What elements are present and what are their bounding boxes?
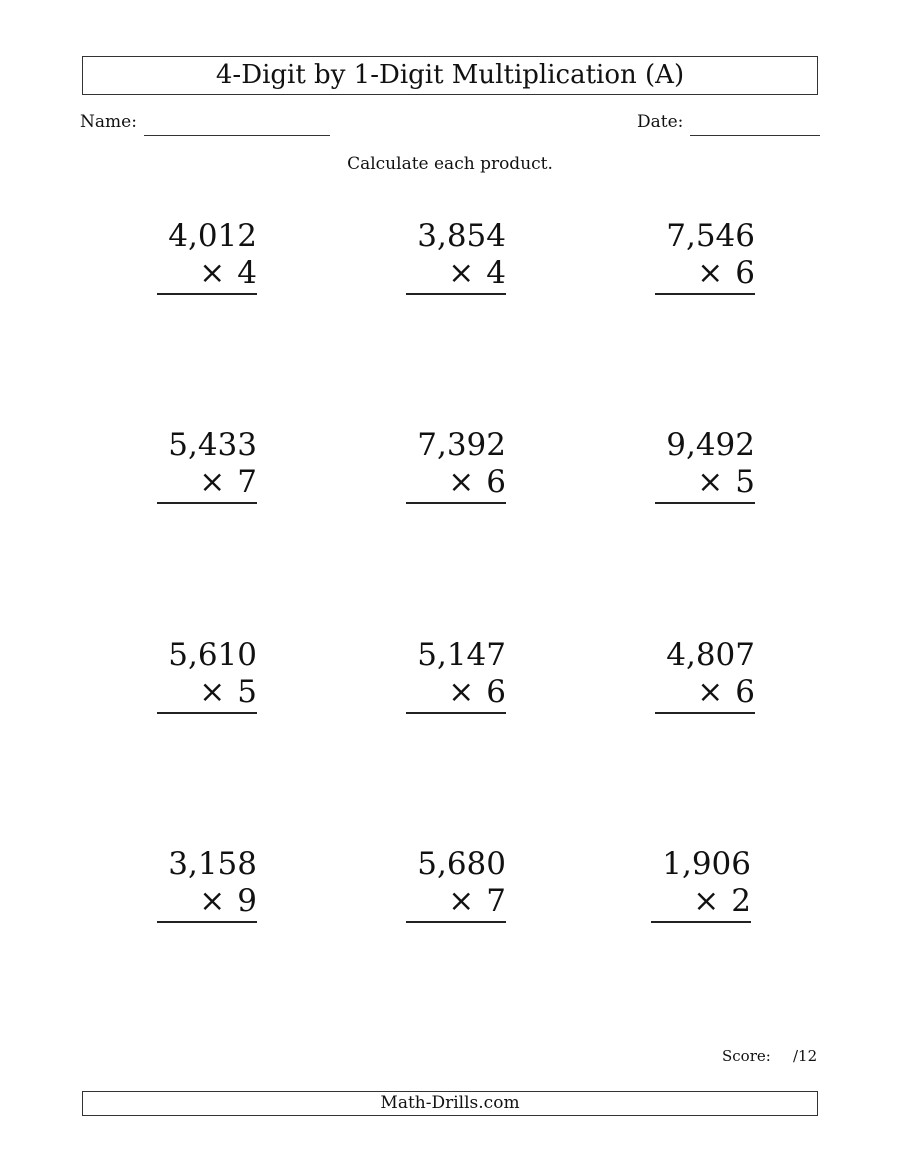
times-sign: × — [693, 883, 720, 919]
multiplier: 5 — [735, 464, 755, 500]
problem-9 — [655, 637, 755, 714]
multiplier: 5 — [237, 674, 257, 710]
times-sign: × — [697, 674, 724, 710]
times-sign: × — [697, 255, 724, 291]
name-label: Name: — [80, 112, 137, 132]
problem-6 — [655, 427, 755, 504]
multiplier-line — [655, 464, 755, 501]
multiplicand: 7,546 — [666, 218, 755, 254]
answer-rule — [157, 293, 257, 295]
multiplicand: 5,433 — [168, 427, 257, 463]
date-label: Date: — [637, 112, 684, 132]
multiplier: 4 — [486, 255, 506, 291]
answer-rule — [406, 502, 506, 504]
multiplicand: 3,158 — [168, 846, 257, 882]
times-sign: × — [199, 674, 226, 710]
times-sign: × — [448, 674, 475, 710]
problem-7 — [157, 637, 257, 714]
name-field-line — [144, 135, 330, 136]
problem-12 — [651, 846, 751, 923]
multiplicand: 4,807 — [666, 637, 755, 673]
multiplier-line — [651, 883, 751, 920]
multiplier: 2 — [731, 883, 751, 919]
problem-1 — [157, 218, 257, 295]
instructions: Calculate each product. — [347, 154, 553, 174]
multiplier: 9 — [237, 883, 257, 919]
multiplier-line — [655, 674, 755, 711]
multiplier-line — [157, 674, 257, 711]
times-sign: × — [199, 464, 226, 500]
score-label: Score: — [722, 1047, 771, 1065]
multiplicand: 7,392 — [417, 427, 506, 463]
times-sign: × — [448, 464, 475, 500]
problem-11 — [406, 846, 506, 923]
problem-8 — [406, 637, 506, 714]
times-sign: × — [448, 883, 475, 919]
multiplier-line — [157, 255, 257, 292]
answer-rule — [406, 712, 506, 714]
times-sign: × — [199, 255, 226, 291]
multiplicand: 4,012 — [168, 218, 257, 254]
answer-rule — [157, 502, 257, 504]
date-field-line — [690, 135, 820, 136]
multiplicand: 9,492 — [666, 427, 755, 463]
multiplicand: 5,610 — [168, 637, 257, 673]
multiplier: 6 — [735, 674, 755, 710]
multiplier-line — [157, 883, 257, 920]
multiplier: 4 — [237, 255, 257, 291]
multiplicand: 3,854 — [417, 218, 506, 254]
multiplier: 6 — [486, 464, 506, 500]
times-sign: × — [199, 883, 226, 919]
multiplier-line — [406, 464, 506, 501]
answer-rule — [157, 921, 257, 923]
answer-rule — [655, 712, 755, 714]
multiplier: 6 — [735, 255, 755, 291]
multiplier: 7 — [237, 464, 257, 500]
answer-rule — [406, 293, 506, 295]
multiplier-line — [406, 255, 506, 292]
times-sign: × — [448, 255, 475, 291]
worksheet-title: 4-Digit by 1-Digit Multiplication (A) — [82, 56, 818, 95]
problem-5 — [406, 427, 506, 504]
answer-rule — [655, 293, 755, 295]
multiplier-line — [406, 674, 506, 711]
answer-rule — [655, 502, 755, 504]
multiplicand: 5,680 — [417, 846, 506, 882]
problem-10 — [157, 846, 257, 923]
multiplier-line — [157, 464, 257, 501]
multiplier: 7 — [486, 883, 506, 919]
score-total: /12 — [793, 1047, 818, 1065]
problem-4 — [157, 427, 257, 504]
times-sign: × — [697, 464, 724, 500]
problem-2 — [406, 218, 506, 295]
answer-rule — [157, 712, 257, 714]
multiplier: 6 — [486, 674, 506, 710]
multiplier-line — [406, 883, 506, 920]
problem-3 — [655, 218, 755, 295]
multiplier-line — [655, 255, 755, 292]
answer-rule — [651, 921, 751, 923]
footer-site-name: Math-Drills.com — [82, 1091, 818, 1116]
answer-rule — [406, 921, 506, 923]
multiplicand: 1,906 — [662, 846, 751, 882]
multiplicand: 5,147 — [417, 637, 506, 673]
